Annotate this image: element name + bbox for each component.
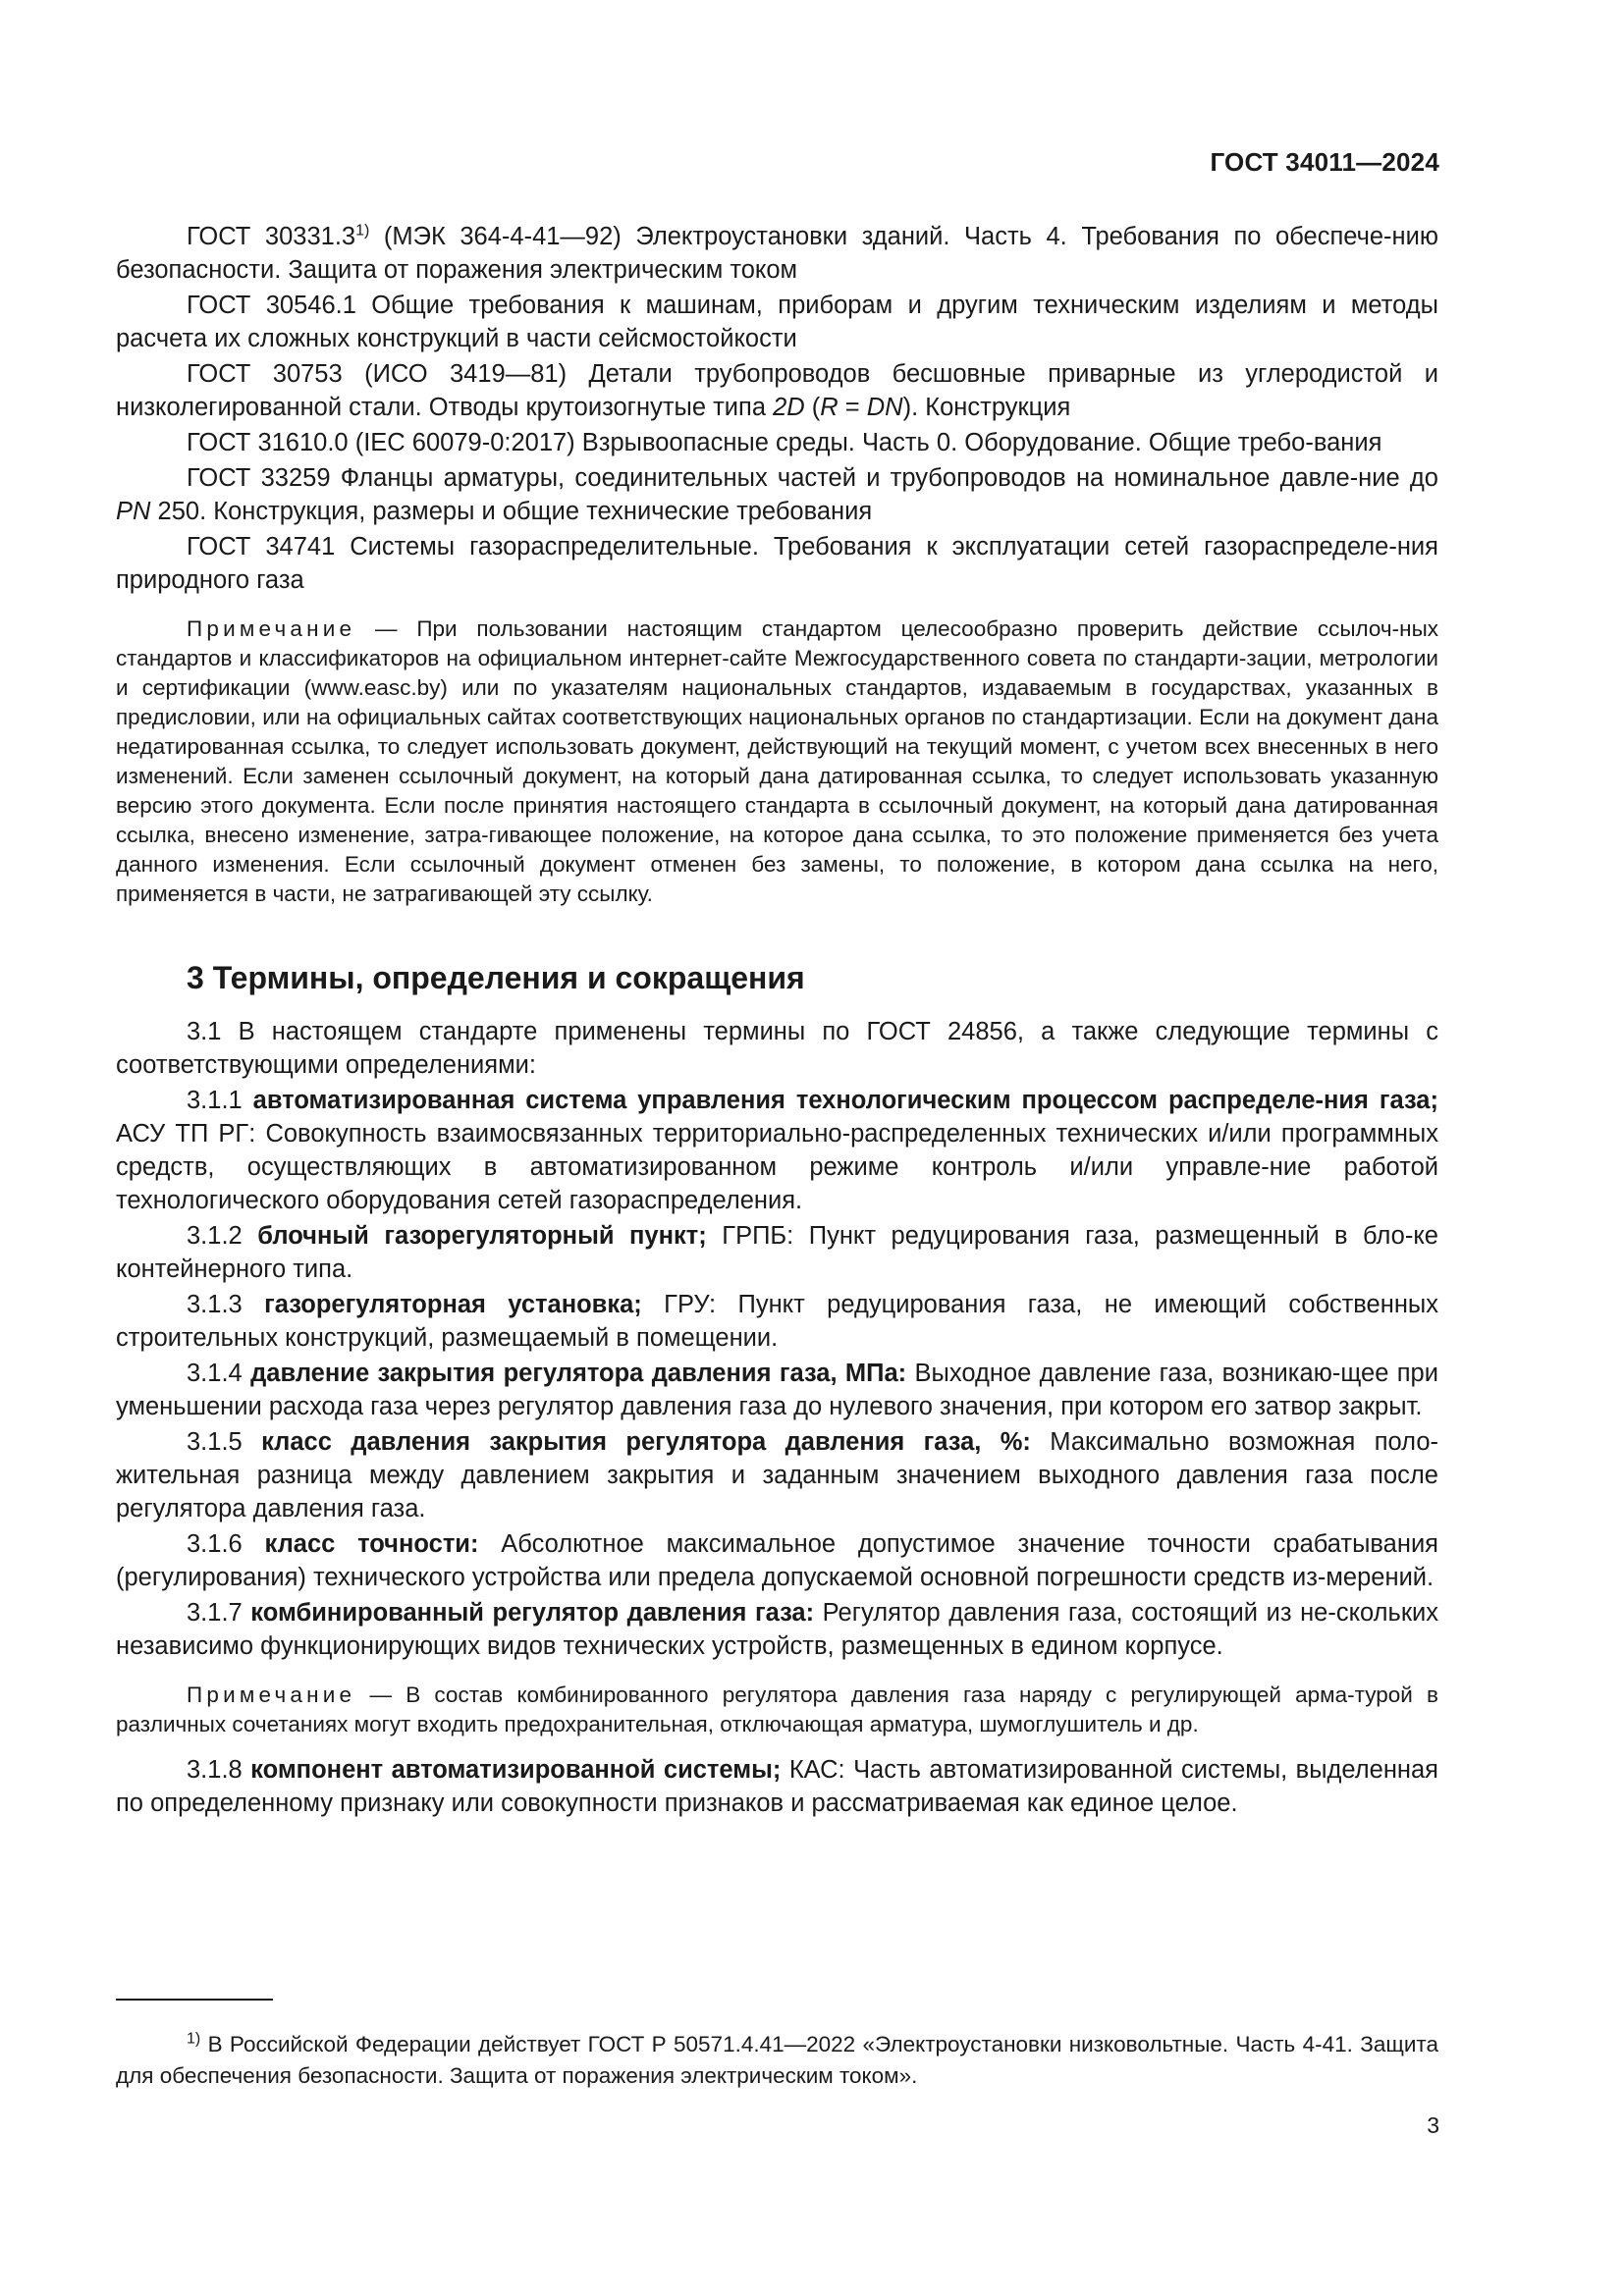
ref-item: ГОСТ 31610.0 (IEC 60079-0:2017) Взрывоопасные среды. Часть 0. Оборудование. Общие требо-вания [187,429,1382,456]
footnote-marker[interactable]: 1) [355,222,370,240]
ref-item: ГОСТ 34741 Системы газораспределительные. Требования к эксплуатации сетей газораспределе-ния природного газа [116,533,1438,594]
term-name: класс точности: [264,1530,479,1558]
term-name: блочный газорегуляторный пункт; [257,1222,707,1250]
footnote: $^{1)}$ В Российской Федерации действует ГОСТ Р 50571.4.41—2022 «Электроустановки низковольтные. Часть 4-41. Защита для обеспечения безопасности. Защита от поражения электрическим током». [116,2030,1438,2088]
intro-paragraph: 3.1 В настоящем стандарте применены термины по ГОСТ 24856, а также следующие термины с соответствующими определениями: [116,1018,1438,1079]
ref-item: ГОСТ 30753 (ИСО 3419—81) Детали трубопроводов бесшовные приварные из углеродистой и низколегированной стали. Отводы крутоизогнутые типа 2D (R = DN). Конструкция [116,360,1438,421]
term-definition: 3.1.7 комбинированный регулятор давления газа: Регулятор давления газа, состоящий из не-скольких независимо функционирующих видов технических устройств, размещенных в едином корпусе. [116,1599,1438,1660]
term-name: автоматизированная система управления технологическим процессом распределе-ния газа; [252,1087,1438,1114]
term-definition: 3.1.1 автоматизированная система управления технологическим процессом распределе-ния газа; АСУ ТП РГ: Совокупность взаимосвязанных территориально-распределенных технических и/или программных средств, осуществляющих в автоматизированном режиме контроль и/или управле-ние работой технологического оборудования сетей газораспределения. [116,1087,1438,1214]
page-body [116,220,1438,1822]
note-label: Примечание [187,1682,356,1707]
term-definition: 3.1.3 газорегуляторная установка; ГРУ: Пункт редуцирования газа, не имеющий собственных строительных конструкций, размещаемый в помещении. [116,1291,1438,1352]
term-definition: 3.1.5 класс давления закрытия регулятора давления газа, %: Максимально возможная поло-жительная разница между давлением закрытия и заданным значением выходного давления газа после регулятора давления газа. [116,1428,1438,1522]
term-name: газорегуляторная установка; [264,1291,642,1318]
term-name: давление закрытия регулятора давления газа, МПа: [250,1360,907,1387]
page-number: 3 [1427,2112,1439,2138]
section-heading: 3 Термины, определения и сокращения [187,960,805,995]
note-paragraph: Примечание — При пользовании настоящим стандартом целесообразно проверить действие ссылоч-ных стандартов и классификаторов на официальном интернет-сайте Межгосударственного совета по стандарти-зации, метрологии и сертификации (www.easc.by) или по указателям национальных стандартов, издаваемым в государствах, указанных в предисловии, или на официальных сайтах соответствующих национальных органов по стандартизации. Если на документ дана недатированная ссылка, то следует использовать документ, действующий на текущий момент, с учетом всех внесенных в него изменений. Если заменен ссылочный документ, на который дана датированная ссылка, то следует использовать указанную версию этого документа. Если после принятия настоящего стандарта в ссылочный документ, на который дана датированная ссылка, внесено изменение, затра-гивающее положение, на которое дана ссылка, то это положение применяется без учета данного изменения. Если ссылочный документ отменен без замены, то положение, в котором дана ссылка на него, применяется в части, не затрагивающей эту ссылку. [116,616,1438,906]
term-definition: 3.1.4 давление закрытия регулятора давления газа, МПа: Выходное давление газа, возникаю-щее при уменьшении расхода газа через регулятор давления газа до нулевого значения, при котором его затвор закрыт. [116,1360,1438,1420]
note-paragraph: Примечание — В состав комбинированного регулятора давления газа наряду с регулирующей арма-турой в различных сочетаниях могут входить предохранительная, отключающая арматура, шумоглушитель и др. [116,1682,1438,1736]
footnote-number: 1) [187,2030,201,2047]
term-definition: 3.1.8 компонент автоматизированной системы; КАС: Часть автоматизированной системы, выделенная по определенному признаку или совокупности признаков и рассматриваемая как единое целое. [116,1756,1438,1817]
term-definition: 3.1.2 блочный газорегуляторный пункт; ГРПБ: Пункт редуцирования газа, размещенный в бло-ке контейнерного типа. [116,1222,1438,1283]
ref-item: ГОСТ 33259 Фланцы арматуры, соединительных частей и трубопроводов на номинальное давле-ние до PN 250. Конструкция, размеры и общие технические требования [116,464,1438,525]
ref-item: ГОСТ 30546.1 Общие требования к машинам, приборам и другим техническим изделиям и методы расчета их сложных конструкций в части сейсмостойкости [116,292,1438,352]
term-name: комбинированный регулятор давления газа: [250,1599,815,1627]
term-definition: 3.1.6 класс точности: Абсолютное максимальное допустимое значение точности срабатывания (регулирования) технического устройства или предела допускаемой основной погрешности средств из-мерений. [116,1530,1438,1591]
note-label: Примечание [187,616,356,641]
footnote-divider [116,1999,273,2001]
ref-item: ГОСТ 30331.3$^{1)}$ (МЭК 364-4-41—92) Электроустановки зданий. Часть 4. Требования по обеспече-нию безопасности. Защита от поражения электрическим током [116,222,1438,284]
document-id-header: ГОСТ 34011—2024 [1210,147,1439,177]
term-name: компонент автоматизированной системы; [250,1756,782,1784]
term-name: класс давления закрытия регулятора давления газа, %: [261,1428,1031,1456]
